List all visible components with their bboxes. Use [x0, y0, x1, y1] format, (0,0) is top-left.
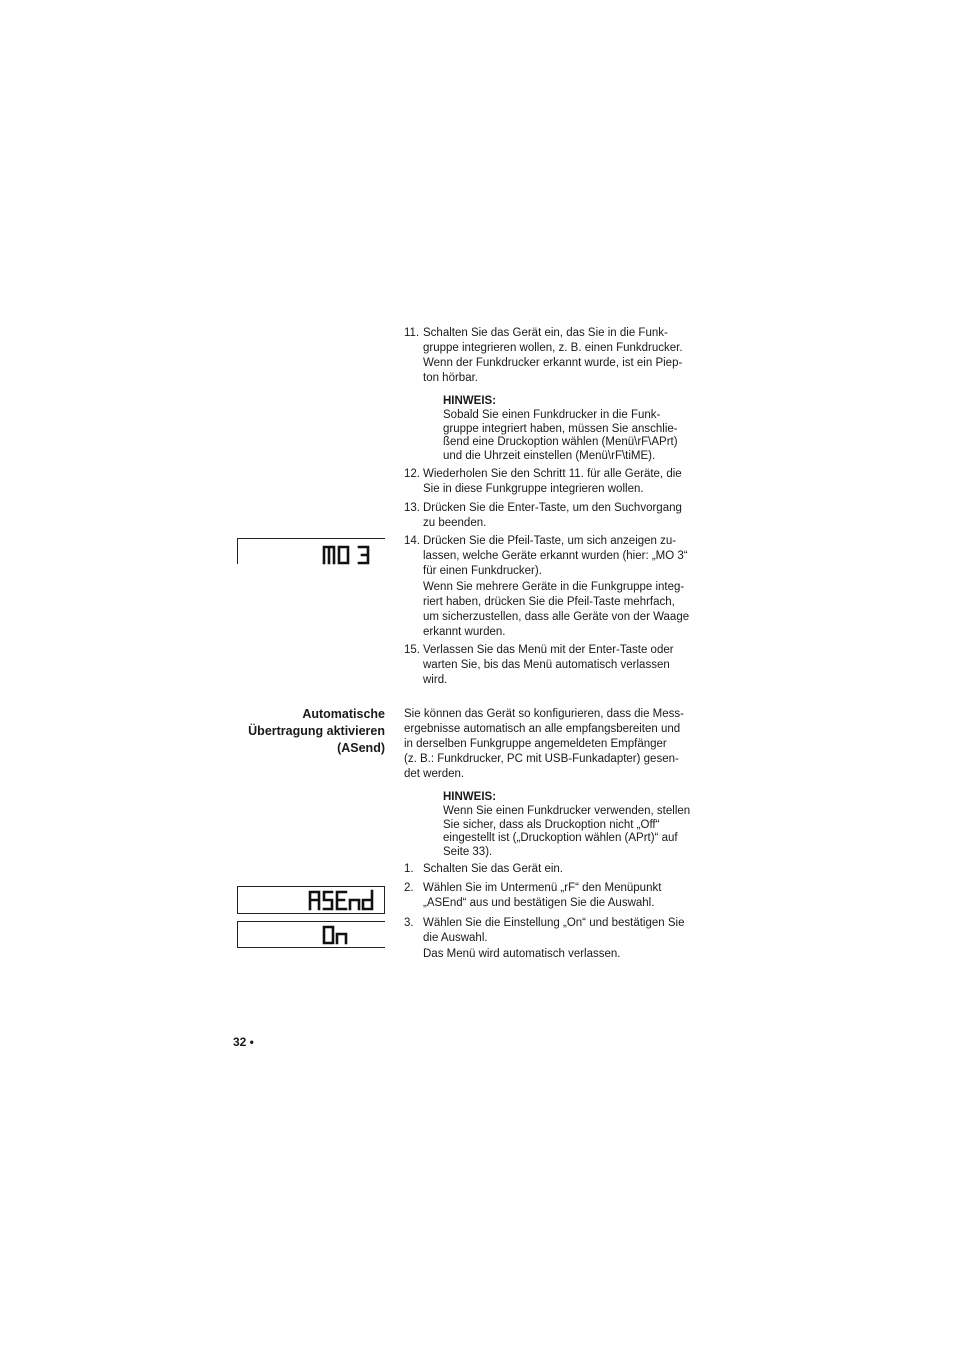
step-number: 11. [404, 327, 420, 339]
note-text: Sie sicher, dass als Druckoption nicht „Off“ [443, 818, 660, 831]
step-text: erkannt wurden. [423, 626, 506, 638]
note-text: Sobald Sie einen Funkdrucker in die Funk- [443, 409, 661, 421]
step-text: um sicherzustellen, dass alle Geräte von der Waage [423, 611, 690, 623]
step-number: 12. [404, 468, 420, 480]
step-number: 15. [404, 644, 420, 656]
note-title: HINWEIS: [443, 791, 497, 803]
note-text: gruppe integriert haben, müssen Sie anschlie- [443, 422, 678, 435]
step-b2 [404, 881, 661, 911]
step-b1 [404, 862, 563, 877]
step-text: ton hörbar. [423, 372, 478, 384]
page-number: 32 • [233, 1035, 254, 1049]
step-text: Sie in diese Funkgruppe integrieren wollen. [423, 483, 644, 495]
step-b3 [404, 916, 684, 962]
heading-line: Übertragung aktivieren [248, 724, 385, 738]
step-number: 3. [404, 917, 414, 929]
step-text: Wenn Sie mehrere Geräte in die Funkgruppe integ- [423, 581, 685, 593]
note-text: eingestellt ist („Druckoption wählen (APrt)“ auf [443, 832, 678, 845]
step-text: Drücken Sie die Enter-Taste, um den Suchvorgang [423, 502, 682, 514]
step-text: Wiederholen Sie den Schritt 11. für alle Geräte, die [423, 468, 682, 480]
note-text: und die Uhrzeit einstellen (Menü\rF\tiME). [443, 449, 656, 462]
step-text: riert haben, drücken Sie die Pfeil-Taste mehrfach, [423, 596, 675, 608]
heading-line: (ASend) [337, 741, 385, 755]
step-text: Wählen Sie die Einstellung „On“ und bestätigen Sie [423, 917, 685, 929]
step-text: zu beenden. [423, 517, 487, 529]
intro-text: in derselben Funkgruppe angemeldeten Empfänger [404, 738, 667, 750]
step-number: 2. [404, 882, 414, 894]
step-12 [404, 467, 682, 497]
step-number: 1. [404, 863, 414, 875]
section-intro [404, 707, 684, 782]
step-13 [404, 501, 682, 531]
note-text: ßend eine Druckoption wählen (Menü\rF\APrt) [443, 436, 678, 449]
step-number: 14. [404, 535, 420, 547]
step-11 [404, 326, 683, 386]
intro-text: det werden. [404, 768, 465, 780]
note-box [443, 394, 678, 463]
note-box [443, 790, 690, 859]
step-text: wird. [423, 674, 448, 686]
step-text: warten Sie, bis das Menü automatisch verlassen [423, 659, 670, 671]
step-15 [404, 643, 674, 688]
step-text: Schalten Sie das Gerät ein, das Sie in die Funk- [423, 327, 668, 339]
step-text: Wählen Sie im Untermenü „rF“ den Menüpunkt [423, 882, 662, 894]
step-text: lassen, welche Geräte erkannt wurden (hier: „MO 3“ [423, 550, 688, 562]
step-text: Das Menü wird automatisch verlassen. [423, 948, 621, 960]
step-text: Wenn der Funkdrucker erkannt wurde, ist ein Piep- [423, 357, 683, 369]
step-text: die Auswahl. [423, 932, 488, 944]
step-text: gruppe integrieren wollen, z. B. einen Funkdrucker. [423, 342, 683, 354]
step-text: Drücken Sie die Pfeil-Taste, um sich anzeigen zu- [423, 535, 677, 547]
lcd-display-mo3 [237, 538, 385, 564]
lcd-display-asend [237, 886, 385, 914]
step-text: für einen Funkdrucker). [423, 565, 542, 577]
note-text: Seite 33). [443, 845, 493, 858]
intro-text: Sie können das Gerät so konfigurieren, dass die Mess- [404, 708, 684, 720]
step-14 [404, 534, 689, 640]
section-heading [248, 706, 385, 757]
note-text: Wenn Sie einen Funkdrucker verwenden, stellen [443, 805, 691, 817]
step-text: Schalten Sie das Gerät ein. [423, 863, 563, 875]
seven-segment-digits [238, 922, 386, 948]
step-number: 13. [404, 502, 420, 514]
step-text: Verlassen Sie das Menü mit der Enter-Taste oder [423, 644, 674, 656]
intro-text: (z. B.: Funkdrucker, PC mit USB-Funkadapter) gesen- [404, 753, 679, 765]
seven-segment-digits [238, 887, 384, 913]
step-text: „ASEnd“ aus und bestätigen Sie die Auswahl. [423, 897, 655, 909]
lcd-display-on [237, 921, 385, 948]
heading-line: Automatische [302, 707, 385, 721]
seven-segment-digits [238, 539, 386, 569]
note-title: HINWEIS: [443, 395, 497, 407]
intro-text: ergebnisse automatisch an alle empfangsbereiten und [404, 723, 681, 735]
